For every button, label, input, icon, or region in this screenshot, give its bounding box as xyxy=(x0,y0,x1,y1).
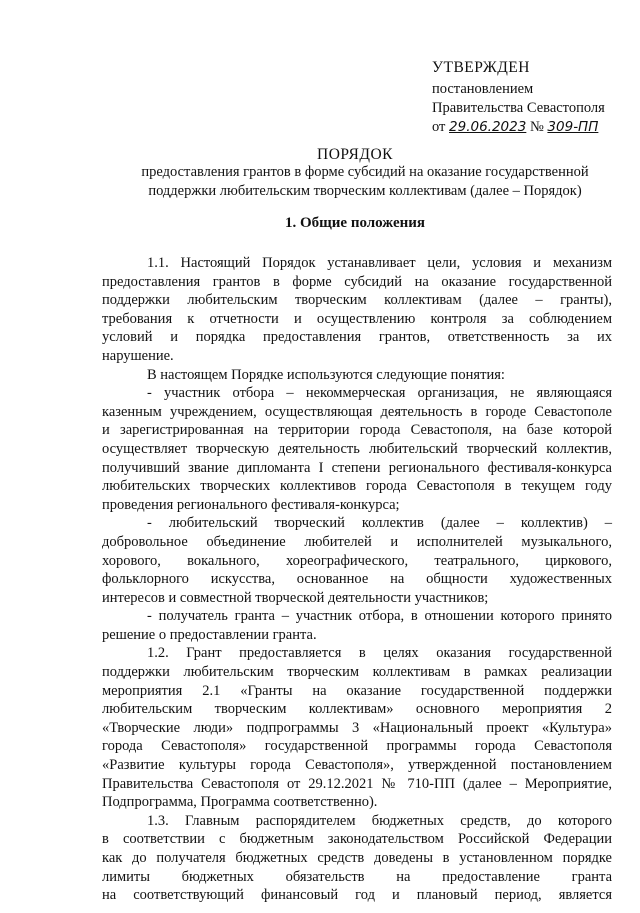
text-line: на соответствующий финансовый год и плановый период, является xyxy=(102,887,612,904)
text-line: любительским творческим коллективам» основного мероприятия 2 xyxy=(102,701,612,718)
text-line: проведения регионального фестиваля-конкурса; xyxy=(102,496,400,513)
text-line: добровольное объединение любителей и исполнителей музыкального, xyxy=(102,533,612,550)
text-line: 1.2. Грант предоставляется в целях оказания государственной xyxy=(147,645,612,662)
text-line: 1.1. Настоящий Порядок устанавливает цели, условия и механизм xyxy=(147,255,612,271)
approval-line-1: постановлением xyxy=(432,81,534,97)
document-subtitle xyxy=(100,163,630,201)
text-line: лимиты бюджетных обязательств на предоставление гранта xyxy=(102,868,612,885)
text-line: в соответствии с бюджетным законодательством Российской Федерации xyxy=(102,831,612,848)
text-line: требования к отчетности и осуществлению контроля за соблюдением xyxy=(102,310,612,327)
body-text xyxy=(102,254,612,905)
approval-block xyxy=(432,58,605,137)
text-line: «Творческие люди» подпрограммы 3 «Национальный проект «Культура» xyxy=(102,719,612,736)
text-line: - участник отбора – некоммерческая организация, не являющаяся xyxy=(147,385,612,402)
text-line: осуществляет творческую деятельность любительский творческий коллектив, xyxy=(102,440,612,457)
text-line: - любительский творческий коллектив (далее – коллектив) – xyxy=(147,515,612,532)
text-line: 1.3. Главным распорядителем бюджетных средств, до которого xyxy=(147,812,612,829)
subtitle-line-2: поддержки любительским творческим коллективам (далее – Порядок) xyxy=(148,183,582,199)
text-line: поддержки любительским творческим коллективам в рамках реализации xyxy=(102,664,612,681)
handwritten-number: 309-ПП xyxy=(547,119,599,135)
text-line: казенным учреждением, осуществляющая деятельность в городе Севастополе xyxy=(102,403,612,420)
document-title: ПОРЯДОК xyxy=(317,146,393,163)
handwritten-date: 29.06.2023 xyxy=(449,119,527,135)
date-prefix: от xyxy=(432,119,446,135)
text-line: предоставления грантов в форме субсидий на оказание государственной xyxy=(102,273,612,290)
approval-date-line xyxy=(432,118,605,137)
text-line: поддержки любительским творческим коллективам (далее – гранты), xyxy=(102,292,612,309)
text-line: условий и порядка предоставления грантов, ответственность за их xyxy=(102,329,612,346)
text-line: Правительства Севастополя от 29.12.2021 № 710-ПП (далее – Мероприятие, xyxy=(102,775,612,792)
text-line: как до получателя бюджетных средств доведены в установленном порядке xyxy=(102,850,612,866)
text-line: Подпрограмма, Программа соответственно). xyxy=(102,794,378,811)
text-line: - получатель гранта – участник отбора, в отношении которого принято xyxy=(147,608,612,625)
section-heading: 1. Общие положения xyxy=(284,215,426,231)
text-line: города Севастополя» государственной программы города Севастополя xyxy=(102,738,612,755)
text-line: мероприятия 2.1 «Гранты на оказание государственной поддержки xyxy=(102,682,612,699)
approval-line-2: Правительства Севастополя xyxy=(432,100,605,116)
text-line: «Развитие культуры города Севастополя», утвержденной постановлением xyxy=(102,757,612,774)
text-line: любительских творческих коллективов города Севастополя в текущем году xyxy=(102,478,612,495)
subtitle-line-1: предоставления грантов в форме субсидий на оказание государственной xyxy=(141,164,589,180)
text-line: нарушение. xyxy=(102,347,174,364)
text-line: фольклорного искусства, основанное на общности художественных xyxy=(102,571,612,588)
number-prefix: № xyxy=(529,119,544,135)
text-line: интересов и совместной творческой деятельности участников; xyxy=(102,589,489,606)
text-line: и зарегистрированная на территории города Севастополя, на базе которой xyxy=(102,422,612,439)
text-line: решение о предоставлении гранта. xyxy=(102,626,317,643)
text-line: получивший звание дипломанта I степени регионального фестиваля-конкурса xyxy=(102,459,612,476)
text-line: хорового, вокального, хореографического, театрального, циркового, xyxy=(102,552,612,569)
approval-heading: УТВЕРЖДЕН xyxy=(432,59,530,76)
text-line: В настоящем Порядке используются следующие понятия: xyxy=(147,366,505,383)
